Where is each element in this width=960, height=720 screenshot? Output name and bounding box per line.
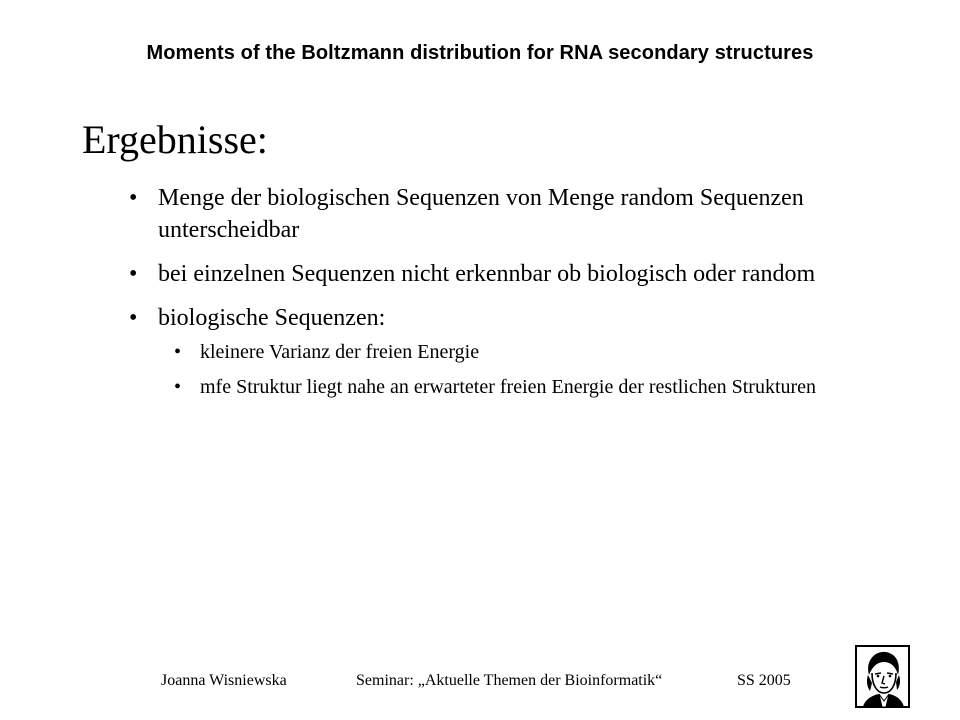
- sub-bullet-item: [174, 375, 889, 400]
- bullet-item: [129, 302, 889, 400]
- bullet-dot: •: [129, 305, 138, 331]
- bullet-item: [129, 182, 889, 246]
- sub-bullet-text: kleinere Varianz der freien Energie: [200, 341, 480, 363]
- bullet-text: biologische Sequenzen:: [158, 305, 386, 331]
- sub-bullet-dot: •: [174, 341, 182, 363]
- slide-title: Ergebnisse:: [82, 117, 268, 162]
- sub-bullet-dot: •: [174, 376, 182, 398]
- bullet-text: Menge der biologischen Sequenzen von Menge random Sequenzen unterscheidbar: [158, 185, 804, 243]
- bullet-text: bei einzelnen Sequenzen nicht erkennbar ob biologisch oder random: [158, 261, 816, 287]
- footer-seminar: Seminar: „Aktuelle Themen der Bioinformatik“: [356, 672, 663, 689]
- bullet-list: [129, 182, 889, 412]
- bullet-item: [129, 258, 889, 290]
- bullet-dot: •: [129, 261, 138, 287]
- header-title: Moments of the Boltzmann distribution for RNA secondary structures: [146, 42, 814, 64]
- sub-bullet-item: [174, 340, 889, 365]
- slide-header: [0, 42, 960, 65]
- sub-bullet-list: [158, 340, 889, 400]
- footer-term: SS 2005: [737, 672, 791, 689]
- sub-bullet-text: mfe Struktur liegt nahe an erwarteter freien Energie der restlichen Strukturen: [200, 376, 817, 398]
- goethe-portrait-icon: [855, 645, 910, 708]
- bullet-dot: •: [129, 185, 138, 211]
- footer-author: Joanna Wisniewska: [161, 672, 287, 689]
